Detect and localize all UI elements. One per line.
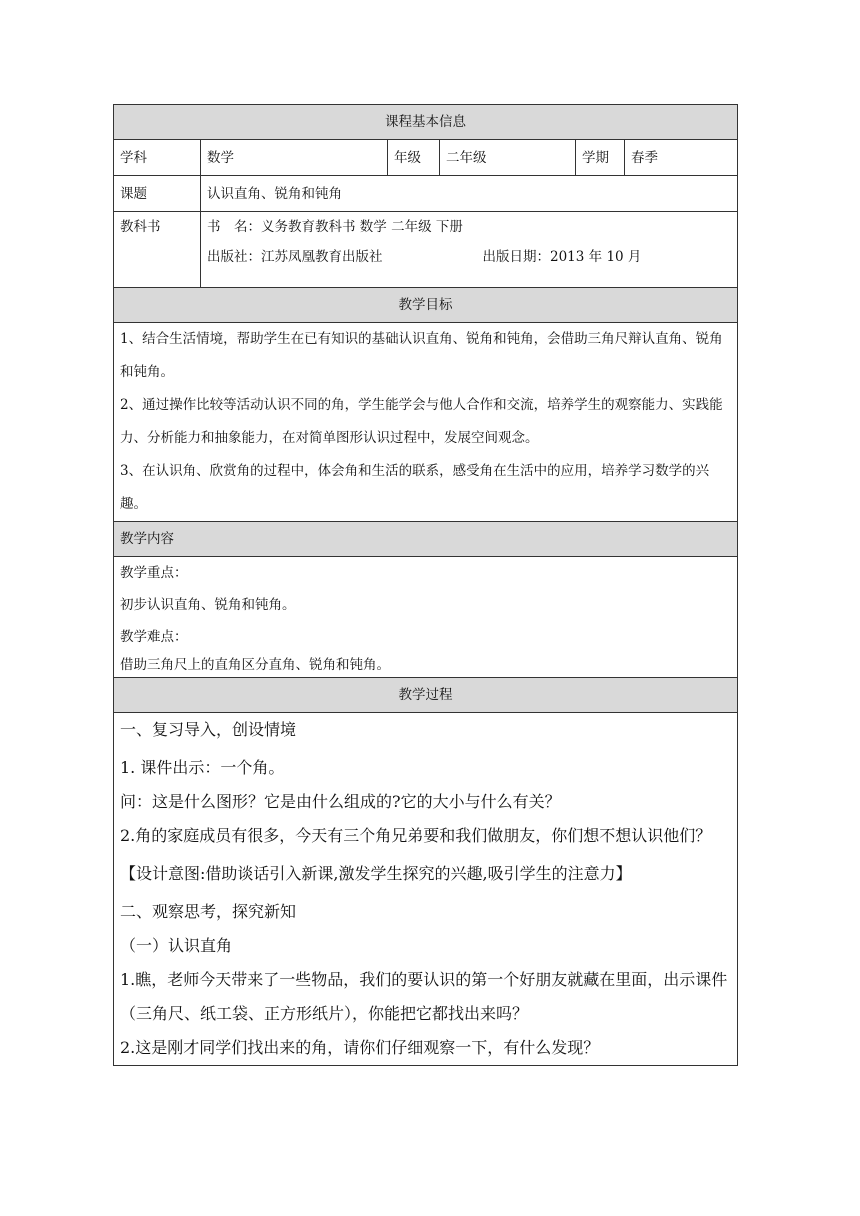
process-header-row — [114, 678, 738, 713]
grade-label: 年级 — [388, 140, 440, 176]
topic-label: 课题 — [114, 176, 201, 212]
goal-item: 3、在认识角、欣赏角的过程中，体会角和生活的联系，感受角在生活中的应用，培养学习数学的兴趣。 — [120, 463, 710, 512]
content-header-row — [114, 522, 738, 557]
process-line: （一）认识直角 — [120, 936, 233, 955]
goals-heading: 教学目标 — [114, 288, 738, 323]
topic-row — [114, 176, 738, 212]
grade-value: 二年级 — [440, 140, 576, 176]
process-line: 【设计意图:借助谈话引入新课,激发学生探究的兴趣,吸引学生的注意力】 — [120, 864, 632, 883]
goal-item: 2、通过操作比较等活动认识不同的角，学生能学会与他人合作和交流，培养学生的观察能力、实践能力、分析能力和抽象能力，在对简单图形认识过程中，发展空间观念。 — [120, 397, 723, 446]
process-line: 1. 课件出示：一个角。 — [120, 758, 285, 777]
basic-info-heading: 课程基本信息 — [114, 105, 738, 140]
process-body — [114, 713, 738, 1066]
pub-date-label: 出版日期： — [482, 249, 550, 265]
key-point-text: 初步认识直角、锐角和钝角。 — [120, 597, 296, 613]
process-heading: 教学过程 — [114, 678, 738, 713]
goal-item: 1、结合生活情境，帮助学生在已有知识的基础认识直角、锐角和钝角，会借助三角尺辩认直角、锐角和钝角。 — [120, 331, 723, 380]
book-name-value: 义务教育教科书 数学 二年级 下册 — [261, 219, 463, 235]
content-body — [114, 557, 738, 678]
process-line: 2.角的家庭成员有很多，今天有三个角兄弟要和我们做朋友，你们想不想认识他们？ — [120, 826, 712, 845]
content-row — [114, 557, 738, 678]
subject-value: 数学 — [201, 140, 388, 176]
difficulty-text: 借助三角尺上的直角区分直角、锐角和钝角。 — [120, 657, 390, 673]
publisher-value: 江苏凤凰教育出版社 — [261, 249, 383, 265]
book-name-line — [207, 212, 731, 242]
content-heading: 教学内容 — [114, 522, 738, 557]
book-name-label: 书 名： — [207, 219, 261, 235]
term-label: 学期 — [576, 140, 625, 176]
lesson-plan-table — [113, 104, 738, 1066]
pub-date-value: 2013 年 10 月 — [550, 249, 642, 265]
process-line: 一、复习导入，创设情境 — [120, 720, 297, 739]
basic-info-header-row — [114, 105, 738, 140]
difficulty-label: 教学难点： — [120, 629, 188, 645]
process-row — [114, 713, 738, 1066]
process-line: 1.瞧，老师今天带来了一些物品，我们的要认识的第一个好朋友就藏在里面，出示课件（三角尺、纸工袋、正方形纸片），你能把它都找出来吗？ — [120, 970, 728, 1023]
goals-body — [114, 323, 738, 522]
process-line: 问：这是什么图形？它是由什么组成的?它的大小与什么有关？ — [120, 792, 561, 811]
process-line: 二、观察思考，探究新知 — [120, 902, 297, 921]
subject-row — [114, 140, 738, 176]
key-point-label: 教学重点： — [120, 565, 188, 581]
textbook-details — [201, 212, 738, 288]
term-value: 春季 — [625, 140, 738, 176]
textbook-label: 教科书 — [114, 212, 201, 288]
goals-row — [114, 323, 738, 522]
textbook-row — [114, 212, 738, 288]
publisher-label: 出版社： — [207, 249, 261, 265]
goals-header-row — [114, 288, 738, 323]
topic-value: 认识直角、锐角和钝角 — [201, 176, 738, 212]
subject-label: 学科 — [114, 140, 201, 176]
process-line: 2.这是刚才同学们找出来的角，请你们仔细观察一下，有什么发现？ — [120, 1038, 600, 1057]
publisher-line — [207, 242, 731, 272]
pub-date — [483, 242, 642, 272]
